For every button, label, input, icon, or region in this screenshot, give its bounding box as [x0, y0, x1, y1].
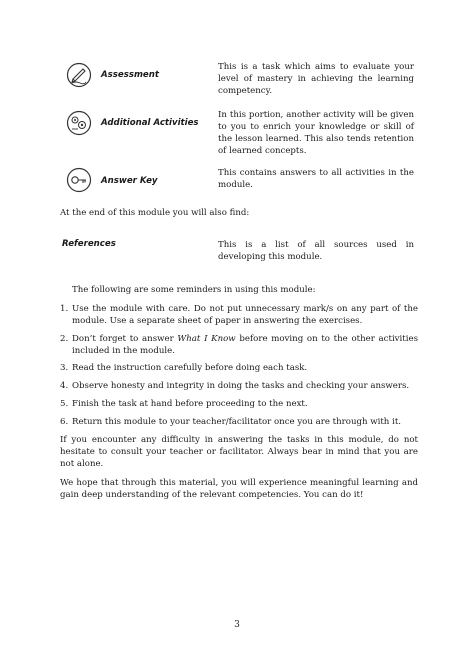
reminder-text-before: Don’t forget to answer — [72, 334, 178, 344]
list-number: 5. — [60, 399, 69, 409]
list-number: 1. — [60, 304, 69, 314]
reminder-text-emphasis: What I Know — [177, 334, 236, 344]
reminder-text: Read the instruction carefully before doing each task. — [72, 363, 308, 373]
end-of-module-intro: At the end of this module you will also find: — [60, 208, 250, 218]
difficulty-paragraph: If you encounter any difficulty in answering the tasks in this module, do not hesitate to consult your teacher or facilitator. Always bear in mind that you are not alone. — [60, 435, 418, 469]
list-item — [60, 303, 418, 327]
page-number: 3 — [234, 620, 240, 630]
list-number: 3. — [60, 363, 69, 373]
answer-key-description: This contains answers to all activities in the module. — [218, 168, 414, 190]
reminder-text: Return this module to your teacher/facilitator once you are through with it. — [72, 417, 402, 427]
list-item — [60, 398, 418, 410]
list-item — [60, 380, 418, 392]
assessment-description: This is a task which aims to evaluate your level of mastery in achieving the learning competency. — [218, 62, 414, 96]
additional-activities-label: Additional Activities — [101, 118, 199, 128]
list-number: 6. — [60, 417, 69, 427]
assessment-label: Assessment — [101, 70, 159, 80]
reminders-intro: The following are some reminders in using this module: — [72, 285, 316, 295]
answer-key-icon — [66, 167, 92, 193]
list-number: 2. — [60, 334, 69, 344]
additional-activities-icon — [66, 110, 92, 136]
list-number: 4. — [60, 381, 69, 391]
answer-key-label: Answer Key — [101, 176, 158, 186]
assessment-pen-icon — [66, 62, 92, 88]
references-description: This is a list of all sources used in developing this module. — [218, 240, 414, 262]
additional-activities-description: In this portion, another activity will be given to you to enrich your knowledge or skill of the lesson learned. This also tends retention of learned concepts. — [218, 110, 414, 156]
references-label: References — [62, 239, 116, 249]
closing-paragraph: We hope that through this material, you will experience meaningful learning and gain deep understanding of the relevant competencies. You can do it! — [60, 478, 418, 500]
reminder-text: Finish the task at hand before proceeding to the next. — [72, 399, 308, 409]
reminder-text: Use the module with care. Do not put unnecessary mark/s on any part of the module. Use a separate sheet of paper in answering the exercises. — [72, 304, 418, 326]
list-item — [60, 362, 418, 374]
reminder-text: Observe honesty and integrity in doing the tasks and checking your answers. — [72, 381, 410, 391]
list-item — [60, 333, 418, 357]
reminder-text-after: before moving on to the other activities included in the module. — [72, 334, 418, 356]
list-item — [60, 416, 418, 428]
